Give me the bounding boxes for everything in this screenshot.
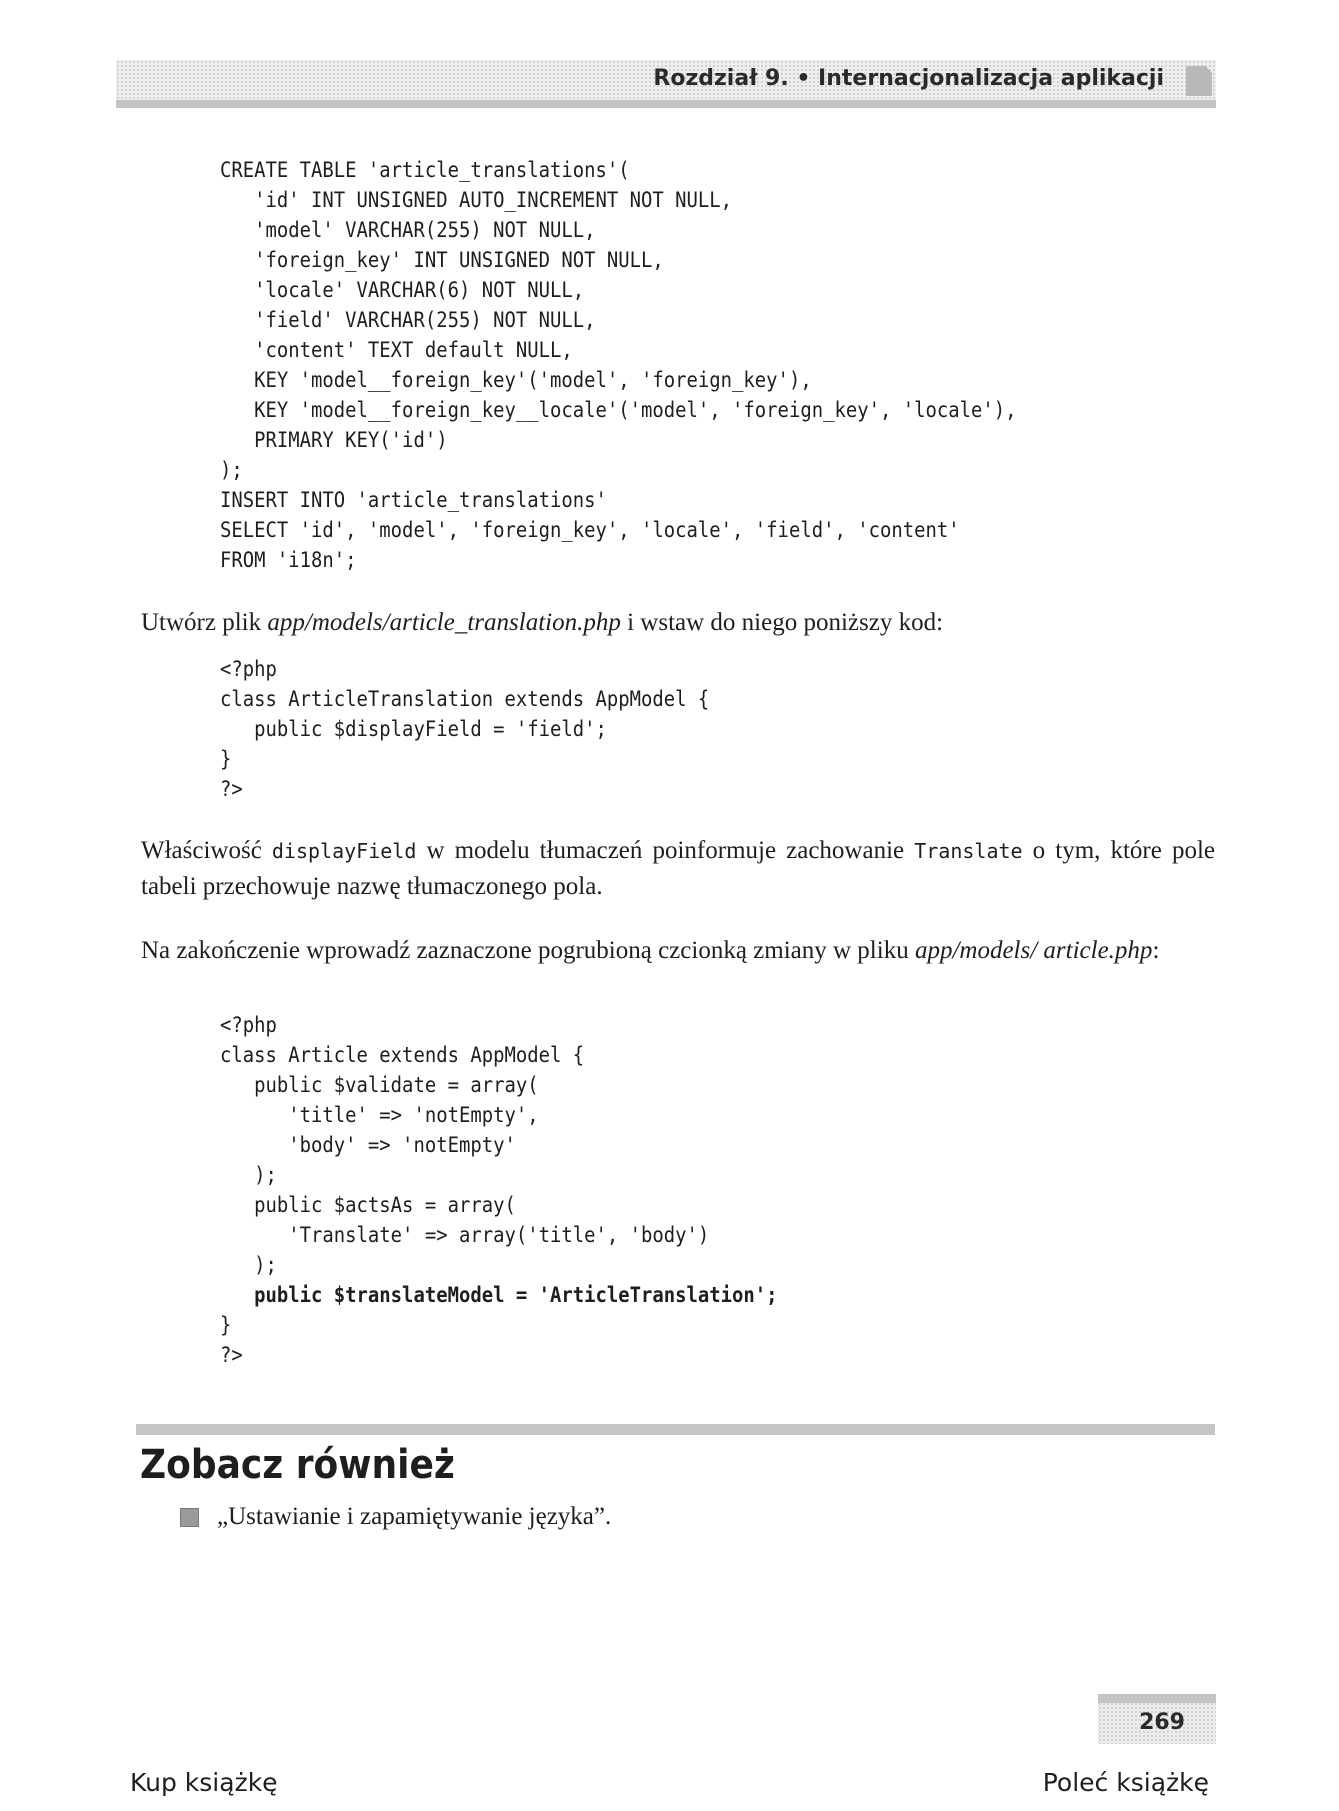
paragraph-create-file xyxy=(141,605,1215,640)
buy-book-link[interactable]: Kup książkę xyxy=(130,1768,278,1797)
inline-code: displayField xyxy=(271,839,417,863)
paragraph-final-changes xyxy=(141,933,1215,968)
recommend-book-link[interactable]: Poleć książkę xyxy=(1042,1768,1209,1797)
see-also-list xyxy=(180,1499,611,1535)
paragraph-text: : xyxy=(1152,937,1160,964)
code-text: } ?> xyxy=(220,1313,243,1367)
paragraph-text: Utwórz plik xyxy=(141,609,268,636)
page-number: 269 xyxy=(1139,1710,1185,1735)
page-number-rule xyxy=(1098,1694,1216,1703)
list-item-text: „Ustawianie i zapamiętywanie języka”. xyxy=(217,1503,612,1530)
paragraph-text: Na zakończenie wprowadź zaznaczone pogrubioną czcionką zmiany w pliku xyxy=(141,937,915,964)
square-bullet-icon xyxy=(180,1508,199,1527)
paragraph-display-field xyxy=(141,833,1215,904)
inline-code: Translate xyxy=(914,839,1023,863)
running-head: Rozdział 9. • Internacjonalizacja aplikacji xyxy=(653,66,1164,91)
code-block-sql: CREATE TABLE 'article_translations'( 'id' INT UNSIGNED AUTO_INCREMENT NOT NULL, 'model' VARCHAR(255) NOT NULL, 'foreign_key' INT UNSIGNED NOT NULL, 'locale' VARCHAR(6) NOT NULL, 'field' VARCHAR(255) NOT NULL, 'content' TEXT default NULL, KEY 'model__foreign_key'('model', 'foreign_key'), KEY 'model__foreign_key__locale'('model', 'foreign_key', 'locale'), PRIMARY KEY('id') ); INSERT INTO 'article_translations' SELECT 'id', 'model', 'foreign_key', 'locale', 'field', 'content' FROM 'i18n'; xyxy=(220,158,1017,572)
code-text: <?php class Article extends AppModel { public $validate = array( 'title' => 'notEmpty', 'body' => 'notEmpty' ); public $actsAs = array( 'Translate' => array('title', 'body') ); xyxy=(220,1013,710,1277)
file-path: app/models/article_translation.php xyxy=(267,609,621,636)
section-title: Zobacz również xyxy=(140,1442,455,1488)
code-block-article-model xyxy=(220,1010,778,1370)
paragraph-text: Właściwość xyxy=(141,837,272,864)
paragraph-text: w modelu tłumaczeń poinformuje zachowanie xyxy=(416,837,915,864)
corner-tab-icon xyxy=(1186,66,1212,96)
paragraph-text: o tym, które pole tabeli przechowuje nazwę tłumaczonego pola. xyxy=(141,837,1215,900)
section-rule xyxy=(136,1424,1215,1435)
code-block-translation-model: <?php class ArticleTranslation extends AppModel { public $displayField = 'field'; } ?> xyxy=(220,657,710,801)
code-bold-line: public $translateModel = 'ArticleTranslation'; xyxy=(220,1283,778,1307)
paragraph-text: i wstaw do niego poniższy kod: xyxy=(620,609,944,636)
header-rule xyxy=(116,100,1216,108)
file-path: app/models/ article.php xyxy=(914,937,1153,964)
list-item xyxy=(180,1499,611,1535)
